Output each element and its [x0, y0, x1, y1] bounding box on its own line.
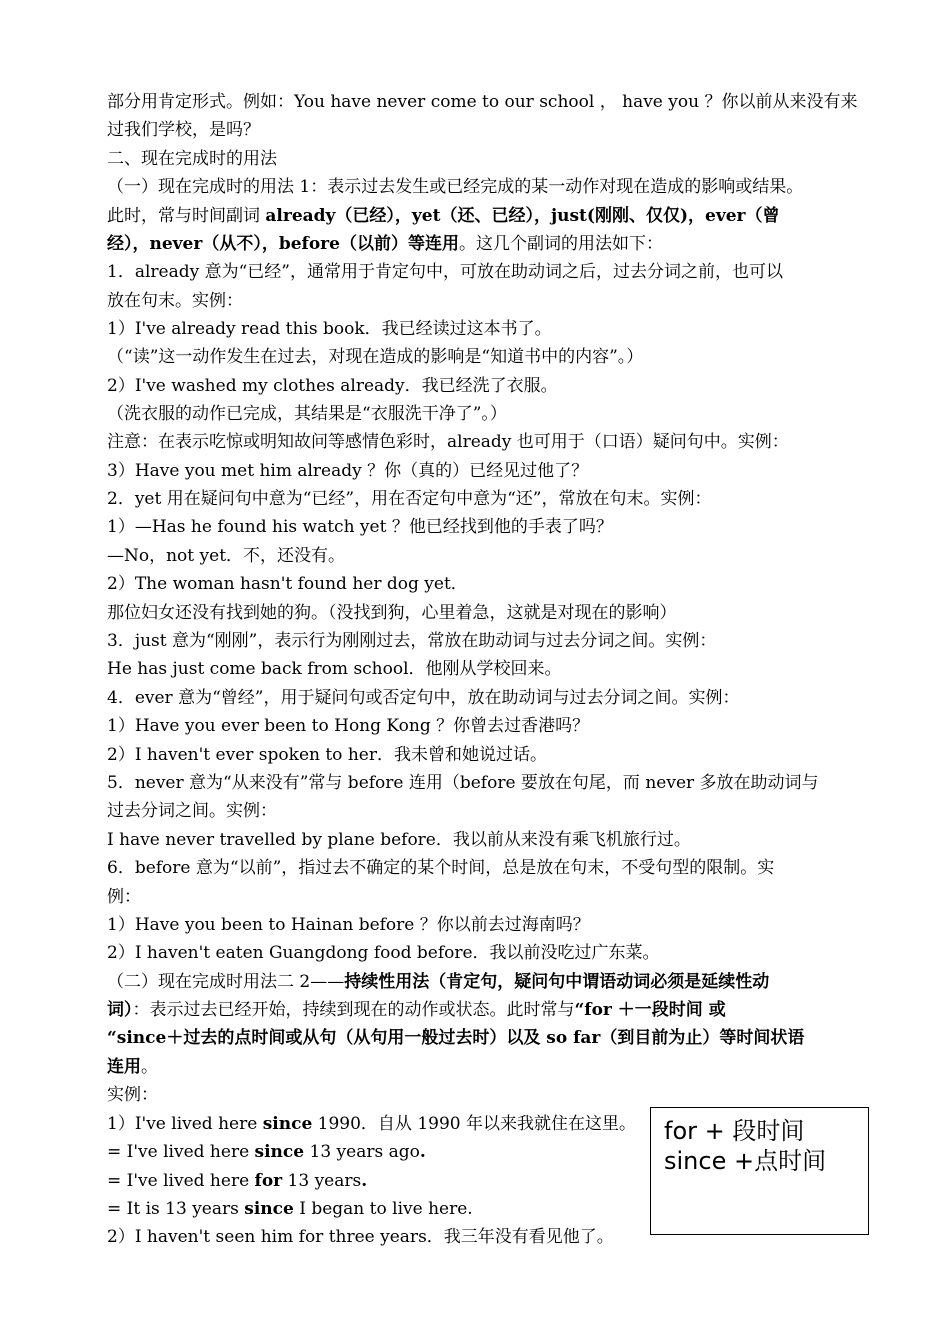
text-line	[107, 627, 882, 655]
text-run: 2）I haven't ever spoken to her．我未曾和她说过话。	[107, 745, 547, 765]
text-run: 4．ever 意为“曾经”，用于疑问句或否定句中，放在助动词与过去分词之间。实例：	[107, 688, 740, 708]
text-line	[107, 854, 882, 882]
text-line	[107, 116, 882, 144]
text-line	[107, 343, 882, 371]
text-line	[107, 145, 882, 173]
text-line	[107, 911, 882, 939]
text-run: I began to live here.	[293, 1199, 473, 1219]
text-line	[107, 230, 882, 258]
text-run: 3．just 意为“刚刚”，表示行为刚刚过去，常放在助动词与过去分词之间。实例：	[107, 631, 717, 651]
text-run: 13 years ago	[304, 1142, 420, 1162]
bold-text: for	[254, 1171, 283, 1191]
text-run: = I've lived here	[107, 1171, 255, 1191]
text-line	[107, 428, 882, 456]
bold-text: “since＋过去的点时间或从句（从句用一般过去时）以及 so far（到目前为止）等时间状语	[107, 1028, 805, 1048]
text-run: 6．before 意为“以前”，指过去不确定的某个时间，总是放在句末，不受句型的限制。实	[107, 858, 775, 878]
text-run: 二、现在完成时的用法	[107, 149, 277, 169]
text-line	[107, 599, 882, 627]
text-line	[107, 372, 882, 400]
summary-box-line-since: since +点时间	[664, 1147, 827, 1175]
text-run: —No，not yet．不，还没有。	[107, 546, 346, 566]
text-run: 例：	[107, 887, 141, 907]
summary-box	[650, 1107, 869, 1235]
text-run: 。	[141, 1057, 158, 1077]
text-line	[107, 655, 882, 683]
text-run: （洗衣服的动作已完成，其结果是“衣服洗干净了”。）	[107, 404, 507, 424]
text-run: （一）现在完成时的用法 1：表示过去发生或已经完成的某一动作对现在造成的影响或结果。	[107, 177, 804, 197]
text-run: 注意：在表示吃惊或明知故问等感情色彩时，already 也可用于（口语）疑问句中。实例：	[107, 432, 789, 452]
text-line	[107, 1053, 882, 1081]
text-line	[107, 513, 882, 541]
text-line	[107, 797, 882, 825]
text-run: 过我们学校，是吗？	[107, 120, 260, 140]
text-line	[107, 570, 882, 598]
text-line	[107, 457, 882, 485]
text-run: 此时，常与时间副词	[107, 206, 266, 226]
text-run: （“读”这一动作发生在过去，对现在造成的影响是“知道书中的内容”。）	[107, 347, 644, 367]
text-run: = I've lived here	[107, 1142, 255, 1162]
text-line	[107, 173, 882, 201]
text-run: 1）I've already read this book．我已经读过这本书了。	[107, 319, 552, 339]
text-run: 1）I've lived here	[107, 1114, 263, 1134]
text-run: 1．already 意为“已经”，通常用于肯定句中，可放在助动词之后，过去分词之前，也可以	[107, 262, 783, 282]
text-line	[107, 996, 882, 1024]
text-run: 放在句末。实例：	[107, 291, 243, 311]
text-line	[107, 712, 882, 740]
bold-text: .	[361, 1171, 368, 1191]
text-run: 5．never 意为“从来没有”常与 before 连用（before 要放在句尾，而 never 多放在助动词与	[107, 773, 819, 793]
text-line	[107, 1024, 882, 1052]
text-run: 过去分词之间。实例：	[107, 801, 277, 821]
bold-text: 词）	[107, 1000, 133, 1020]
bold-text: “for ＋一段时间 或	[574, 1000, 726, 1020]
text-line	[107, 202, 882, 230]
text-run: 3）Have you met him already ？你（真的）已经见过他了？	[107, 461, 589, 481]
text-line	[107, 1081, 882, 1109]
text-line	[107, 939, 882, 967]
text-line	[107, 826, 882, 854]
text-run: 实例：	[107, 1085, 158, 1105]
text-line	[107, 968, 882, 996]
text-line	[107, 769, 882, 797]
bold-text: .	[419, 1142, 426, 1162]
text-run: 部分用肯定形式。例如：You have never come to our school ， have you ？你以前从来没有来	[107, 92, 858, 112]
text-line	[107, 485, 882, 513]
text-run: = It is 13 years	[107, 1199, 245, 1219]
text-run: I have never travelled by plane before．我以前从来没有乘飞机旅行过。	[107, 830, 691, 850]
text-run: 2）The woman hasn't found her dog yet．	[107, 574, 468, 594]
text-line	[107, 684, 882, 712]
text-run: 。这几个副词的用法如下：	[458, 234, 663, 254]
text-line	[107, 542, 882, 570]
text-line	[107, 315, 882, 343]
text-line	[107, 741, 882, 769]
text-run: 1）Have you been to Hainan before ？你以前去过海南吗？	[107, 915, 590, 935]
text-run: 那位妇女还没有找到她的狗。（没找到狗，心里着急，这就是对现在的影响）	[107, 603, 677, 623]
text-run: 2）I've washed my clothes already．我已经洗了衣服。	[107, 376, 558, 396]
text-run: ：表示过去已经开始，持续到现在的动作或状态。此时常与	[132, 1000, 575, 1020]
text-run: He has just come back from school．他刚从学校回来。	[107, 659, 562, 679]
text-run: 2）I haven't seen him for three years．我三年没有看见他了。	[107, 1227, 614, 1247]
text-run: 2）I haven't eaten Guangdong food before．我以前没吃过广东菜。	[107, 943, 660, 963]
text-line	[107, 883, 882, 911]
text-run: 1990．自从 1990 年以来我就住在这里。	[312, 1114, 637, 1134]
bold-text: 连用	[107, 1057, 141, 1077]
bold-text: since	[262, 1114, 313, 1134]
bold-text: since	[254, 1142, 305, 1162]
text-run: （二）现在完成时用法二 2——	[107, 972, 345, 992]
text-run: 13 years	[282, 1171, 362, 1191]
text-line	[107, 88, 882, 116]
text-line	[107, 287, 882, 315]
text-line	[107, 400, 882, 428]
bold-text: already（已经），yet（还、已经），just(刚刚、仅仅)，ever（曾	[265, 206, 780, 226]
bold-text: 经），never（从不），before（以前）等连用	[107, 234, 459, 254]
summary-box-line-for: for + 段时间	[664, 1117, 805, 1145]
text-line	[107, 258, 882, 286]
bold-text: 持续性用法（肯定句，疑问句中谓语动词必须是延续性动	[344, 972, 770, 992]
text-run: 1）—Has he found his watch yet ？他已经找到他的手表了吗？	[107, 517, 613, 537]
text-run: 2．yet 用在疑问句中意为“已经”，用在否定句中意为“还”，常放在句末。实例：	[107, 489, 712, 509]
bold-text: since	[244, 1199, 294, 1219]
text-run: 1）Have you ever been to Hong Kong ？你曾去过香港吗？	[107, 716, 590, 736]
